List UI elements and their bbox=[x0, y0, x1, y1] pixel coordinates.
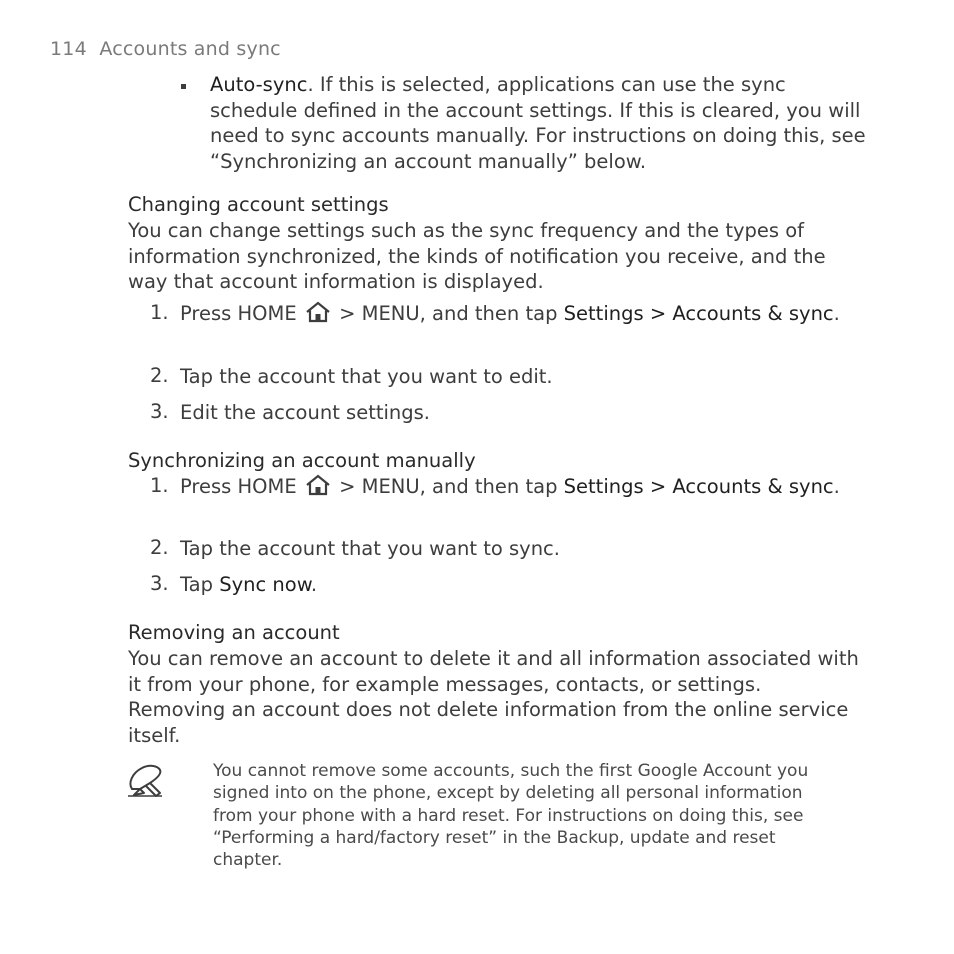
heading-changing-settings: Changing account settings bbox=[128, 193, 389, 216]
step-text: . bbox=[833, 475, 840, 498]
auto-sync-text: . If this is selected, applications can use the sync schedule defined in the account settings. If this is cleared, you will need to sync accounts manually. For instructions on doing this, see “Synchronizing an account manually” below. bbox=[210, 73, 866, 173]
auto-sync-term: Auto-sync bbox=[210, 73, 308, 96]
changing-intro: You can change settings such as the sync frequency and the types of information synchronized, the kinds of notification you receive, and the way that account information is displayed. bbox=[128, 219, 826, 293]
home-icon bbox=[305, 474, 331, 496]
page-number: 114 bbox=[50, 38, 87, 60]
heading-removing-account: Removing an account bbox=[128, 621, 340, 644]
note-text: You cannot remove some accounts, such the first Google Account you signed into on the phone, except by deleting all personal information from your phone with a hard reset. For instructions on doing this, see “Performing a hard/factory reset” in the Backup, update and reset chapter. bbox=[213, 761, 809, 871]
settings-path: Settings > Accounts & sync bbox=[563, 475, 834, 498]
home-icon bbox=[305, 301, 331, 323]
changing-step-2: Tap the account that you want to edit. bbox=[180, 365, 553, 388]
sync-now-label: Sync now bbox=[219, 573, 311, 596]
step-text: Press HOME bbox=[180, 475, 297, 498]
step-number: 3. bbox=[150, 400, 169, 423]
sync-step-2: Tap the account that you want to sync. bbox=[180, 537, 560, 560]
section-title: Accounts and sync bbox=[99, 38, 281, 60]
step-number: 2. bbox=[150, 536, 169, 559]
note-pen-icon bbox=[126, 763, 166, 799]
sync-step-1 bbox=[180, 474, 840, 500]
sync-step-3 bbox=[180, 572, 317, 598]
heading-sync-manually: Synchronizing an account manually bbox=[128, 449, 476, 472]
step-text: . bbox=[310, 573, 318, 596]
step-text: > MENU, and then tap bbox=[332, 302, 564, 325]
changing-step-1 bbox=[180, 301, 840, 327]
removing-intro: You can remove an account to delete it and all information associated with it from your phone, for example messages, contacts, or settings. Removing an account does not delete information from the online service itself. bbox=[128, 647, 859, 747]
step-text: . bbox=[833, 302, 840, 325]
bullet-mark bbox=[181, 84, 186, 89]
step-text: > MENU, and then tap bbox=[332, 475, 564, 498]
auto-sync-bullet bbox=[210, 72, 870, 174]
settings-path: Settings > Accounts & sync bbox=[563, 302, 834, 325]
running-header bbox=[50, 38, 281, 60]
step-text: Tap bbox=[180, 573, 220, 596]
step-number: 2. bbox=[150, 364, 169, 387]
step-number: 1. bbox=[150, 301, 169, 324]
step-number: 1. bbox=[150, 474, 169, 497]
changing-step-3: Edit the account settings. bbox=[180, 401, 431, 424]
step-text: Press HOME bbox=[180, 302, 297, 325]
step-number: 3. bbox=[150, 572, 169, 595]
